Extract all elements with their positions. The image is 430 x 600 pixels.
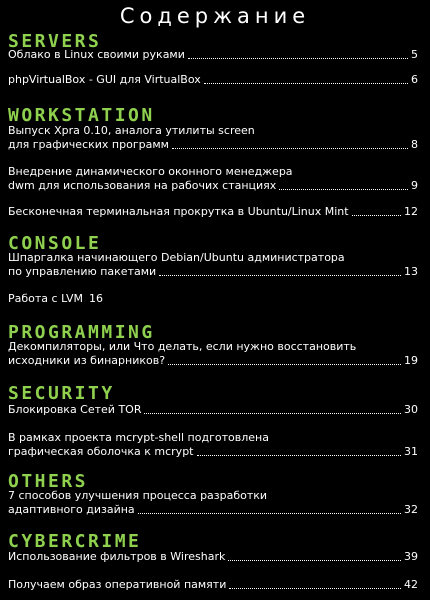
page-title: Содержание (119, 4, 311, 28)
page-number: 8 (411, 138, 418, 151)
page-number: 31 (404, 445, 418, 458)
toc-entry[interactable] (8, 251, 418, 279)
toc-entry-title: адаптивного дизайна (8, 503, 135, 516)
toc-entry[interactable] (8, 431, 418, 459)
page-number: 32 (404, 503, 418, 516)
toc-entry[interactable] (8, 403, 418, 417)
toc-entry[interactable] (8, 489, 418, 517)
dot-leader (279, 188, 408, 190)
toc-entry-title: Получаем образ оперативной памяти (8, 578, 227, 591)
toc-entry[interactable] (8, 340, 418, 368)
toc-entry[interactable] (8, 73, 418, 87)
toc-entry-title: для графических программ (8, 138, 169, 151)
toc-entry-title: Бесконечная терминальная прокрутка в Ubuntu/Linux Mint (8, 205, 349, 218)
dot-leader (204, 82, 408, 84)
page-number: 39 (404, 550, 418, 563)
toc-entry[interactable] (8, 124, 418, 152)
section-heading-others: OTHERS (8, 471, 89, 492)
toc-entry-title: Выпуск Xpra 0.10, аналога утилиты screen (8, 124, 255, 137)
section-heading-cybercrime: CYBERCRIME (8, 531, 142, 552)
toc-entry-title: Работа с LVM (8, 292, 84, 305)
toc-entry-title: Блокировка Сетей TOR (8, 403, 142, 416)
toc-entry[interactable] (8, 578, 418, 592)
dot-leader (138, 512, 401, 514)
page-number: 9 (411, 179, 418, 192)
page-number: 12 (404, 205, 418, 218)
toc-entry-title: Облако в Linux своими руками (8, 48, 185, 61)
page-number: 42 (404, 578, 418, 591)
page-number: 30 (404, 403, 418, 416)
toc-entry-title: В рамках проекта mcrypt-shell подготовлена (8, 431, 269, 444)
toc-entry-title: 7 способов улучшения процесса разработки (8, 489, 268, 502)
toc-entry-title: dwm для использования на рабочих станциях (8, 179, 277, 192)
page-number: 5 (411, 48, 418, 61)
section-heading-servers: SERVERS (8, 31, 102, 52)
page-number: 19 (404, 354, 418, 367)
page-number: 13 (404, 265, 418, 278)
toc-entry[interactable] (8, 292, 418, 306)
toc-entry[interactable] (8, 165, 418, 193)
section-heading-workstation: WORKSTATION (8, 105, 155, 126)
dot-leader (144, 412, 401, 414)
toc-entry-title: исходники из бинарников? (8, 354, 166, 367)
toc-entry[interactable] (8, 205, 418, 219)
dot-leader (188, 57, 408, 59)
section-heading-security: SECURITY (8, 383, 115, 404)
toc-entry-title: графическая оболочка к mcrypt (8, 445, 194, 458)
section-heading-console: CONSOLE (8, 233, 102, 254)
toc-entry-title: Использование фильтров в Wireshark (8, 550, 226, 563)
toc-entry[interactable] (8, 48, 418, 62)
dot-leader (352, 214, 401, 216)
toc-entry-title: Декомпиляторы, или Что делать, если нужно восстановить (8, 340, 357, 353)
section-heading-programming: PROGRAMMING (8, 322, 155, 343)
dot-leader (168, 363, 401, 365)
dot-leader (197, 454, 402, 456)
toc-entry-title: Внедрение динамического оконного менеджера (8, 165, 293, 178)
page-number: 6 (411, 73, 418, 86)
dot-leader (172, 147, 408, 149)
page-number: 16 (89, 292, 104, 305)
dot-leader (228, 559, 401, 561)
dot-leader (229, 587, 401, 589)
dot-leader (159, 274, 401, 276)
toc-entry-title: по управлению пакетами (8, 265, 157, 278)
toc-entry[interactable] (8, 550, 418, 564)
toc-entry-title: phpVirtualBox - GUI для VirtualBox (8, 73, 201, 86)
toc-entry-title: Шпаргалка начинающего Debian/Ubuntu администратора (8, 251, 345, 264)
